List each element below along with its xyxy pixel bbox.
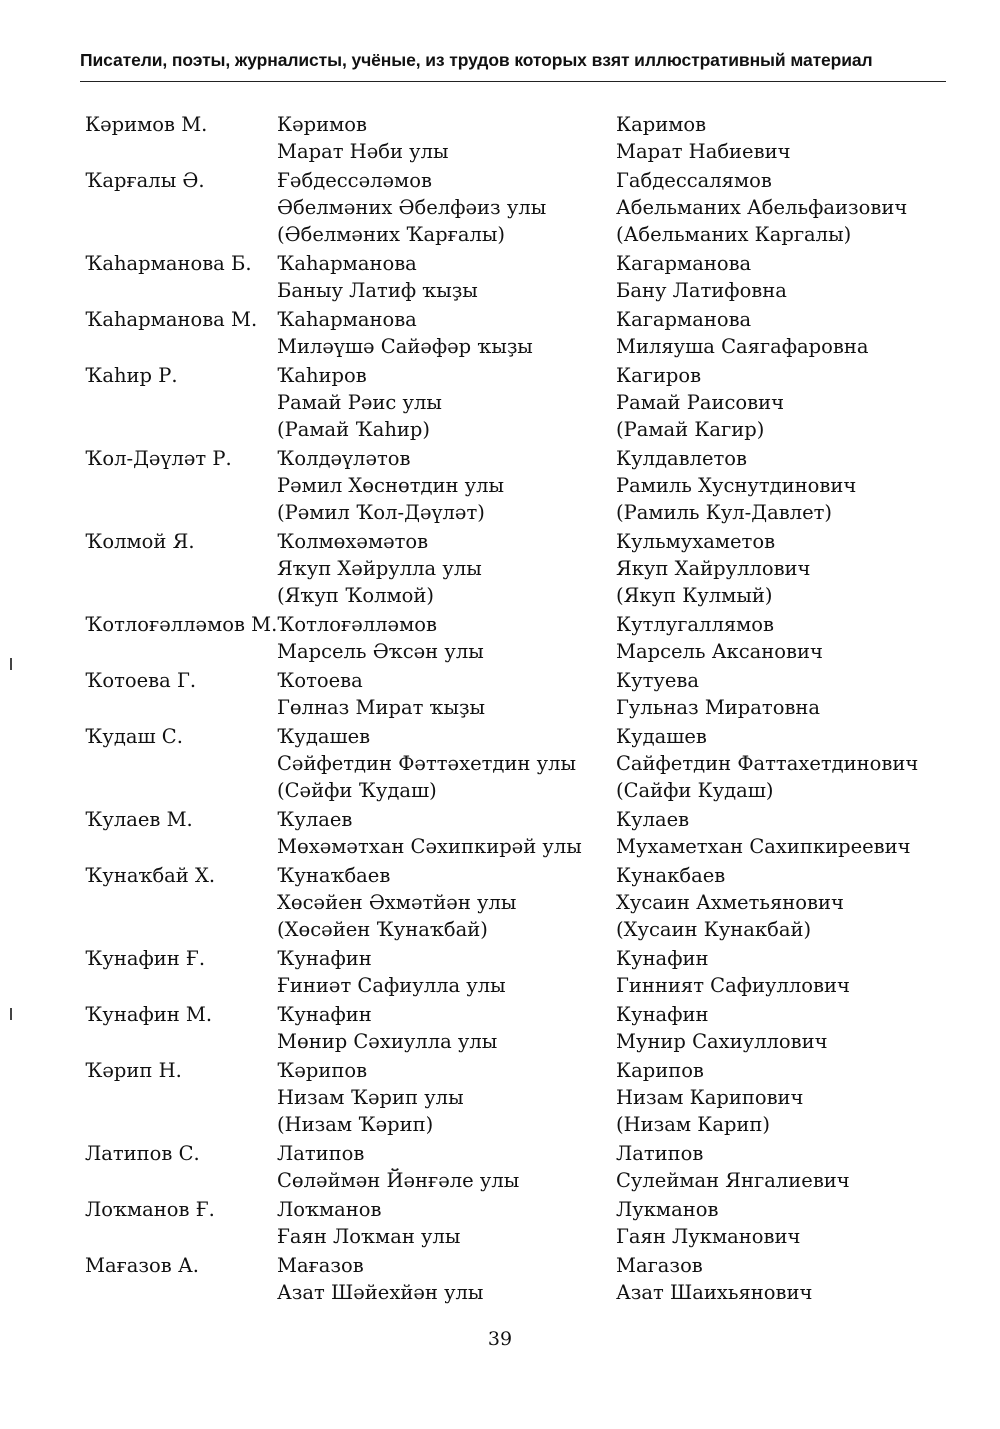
author-entry: [0, 806, 1000, 862]
bashkir-name-line: Ҡаһиров: [277, 364, 367, 387]
russian-name-line: Гаян Лукманович: [616, 1225, 801, 1248]
russian-name-line: (Сайфи Кудаш): [616, 779, 774, 802]
russian-name-line: Кагарманова: [616, 308, 752, 331]
author-entry: [0, 667, 1000, 723]
author-entry: [0, 445, 1000, 528]
russian-name-line: Кутлугаллямов: [616, 613, 775, 636]
bashkir-name-line: Әбелмәних Әбелфәиз улы: [277, 196, 547, 219]
russian-name-line: (Хусаин Кунакбай): [616, 918, 812, 941]
russian-name-line: Карипов: [616, 1059, 704, 1082]
bashkir-name-line: Яҡуп Хәйрулла улы: [277, 557, 482, 580]
russian-name-line: Гинният Сафиуллович: [616, 974, 850, 997]
author-entry: [0, 167, 1000, 250]
bashkir-name-line: Ҡудашев: [277, 725, 371, 748]
bashkir-name-line: Ҡәрипов: [277, 1059, 368, 1082]
author-short-name: Ҡолмой Я.: [85, 530, 195, 553]
russian-name-line: Кагарманова: [616, 252, 752, 275]
author-short-name: Ҡәрип Н.: [85, 1059, 182, 1082]
author-entry: [0, 306, 1000, 362]
author-short-name: Мағазов А.: [85, 1254, 199, 1277]
bashkir-name-line: (Хөсәйен Ҡунаҡбай): [277, 918, 488, 941]
russian-name-line: Марсель Аксанович: [616, 640, 823, 663]
bashkir-name-line: Ғаян Лоҡман улы: [277, 1225, 461, 1248]
author-short-name: Лоҡманов Ғ.: [85, 1198, 215, 1221]
header-divider: [80, 81, 946, 82]
russian-name-line: Кунафин: [616, 1003, 709, 1026]
russian-name-line: Азат Шаихьянович: [616, 1281, 813, 1304]
author-entry: [0, 1252, 1000, 1308]
bashkir-name-line: Ғиниәт Сафиулла улы: [277, 974, 506, 997]
author-entry: [0, 1001, 1000, 1057]
bashkir-name-line: Ғәбдессәләмов: [277, 169, 432, 192]
bashkir-name-line: Рамай Рәис улы: [277, 391, 442, 414]
bashkir-name-line: Ҡунафин: [277, 947, 372, 970]
russian-name-line: Габдессалямов: [616, 169, 772, 192]
author-entry: [0, 862, 1000, 945]
author-short-name: Ҡаһир Р.: [85, 364, 178, 387]
russian-name-line: Рамай Раисович: [616, 391, 785, 414]
author-short-name: Ҡулаев М.: [85, 808, 193, 831]
russian-name-line: Хусаин Ахметьянович: [616, 891, 844, 914]
author-short-name: Ҡунаҡбай Х.: [85, 864, 216, 887]
russian-name-line: (Абельманих Каргалы): [616, 223, 852, 246]
bashkir-name-line: Марсель Әҡсән улы: [277, 640, 484, 663]
author-short-name: Ҡудаш С.: [85, 725, 183, 748]
bashkir-name-line: Лоҡманов: [277, 1198, 382, 1221]
russian-name-line: Кутуева: [616, 669, 699, 692]
author-entry: [0, 250, 1000, 306]
russian-name-line: Гульназ Миратовна: [616, 696, 821, 719]
author-short-name: Ҡотоева Г.: [85, 669, 197, 692]
russian-name-line: Мухаметхан Сахипкиреевич: [616, 835, 911, 858]
page-number: 39: [487, 1328, 513, 1350]
bashkir-name-line: (Рамай Ҡаһир): [277, 418, 430, 441]
author-entry: [0, 111, 1000, 167]
bashkir-name-line: Ҡунафин: [277, 1003, 372, 1026]
russian-name-line: Низам Карипович: [616, 1086, 804, 1109]
author-entry: [0, 1140, 1000, 1196]
russian-name-line: Кагиров: [616, 364, 702, 387]
bashkir-name-line: Латипов: [277, 1142, 365, 1165]
bashkir-name-line: Ҡотлоғәлләмов: [277, 613, 437, 636]
bashkir-name-line: Ҡаһарманова: [277, 252, 417, 275]
bashkir-name-line: Ҡолмөхәмәтов: [277, 530, 429, 553]
author-entry: [0, 1057, 1000, 1140]
author-entry: [0, 1196, 1000, 1252]
russian-name-line: (Якуп Кулмый): [616, 584, 773, 607]
page-header-title: Писатели, поэты, журналисты, учёные, из трудов которых взят иллюстративный материал: [80, 50, 873, 70]
russian-name-line: Кунакбаев: [616, 864, 726, 887]
russian-name-line: Рамиль Хуснутдинович: [616, 474, 857, 497]
bashkir-name-line: Гөлназ Мират ҡыҙы: [277, 696, 486, 719]
bashkir-name-line: Ҡолдәүләтов: [277, 447, 411, 470]
russian-name-line: Кулдавлетов: [616, 447, 747, 470]
russian-name-line: Каримов: [616, 113, 707, 136]
author-short-name: Латипов С.: [85, 1142, 200, 1165]
russian-name-line: Якуп Хайруллович: [616, 557, 811, 580]
author-short-name: Кәримов М.: [85, 113, 208, 136]
bashkir-name-line: Ҡаһарманова: [277, 308, 417, 331]
russian-name-line: Сайфетдин Фаттахетдинович: [616, 752, 919, 775]
russian-name-line: Магазов: [616, 1254, 703, 1277]
bashkir-name-line: Низам Ҡәрип улы: [277, 1086, 464, 1109]
bashkir-name-line: (Яҡуп Ҡолмой): [277, 584, 435, 607]
bashkir-name-line: Мағазов: [277, 1254, 364, 1277]
bashkir-name-line: (Әбелмәних Ҡарғалы): [277, 223, 505, 246]
bashkir-name-line: (Рәмил Ҡол-Дәүләт): [277, 501, 485, 524]
bashkir-name-line: (Сәйфи Ҡудаш): [277, 779, 437, 802]
author-short-name: Ҡунафин Ғ.: [85, 947, 206, 970]
russian-name-line: Кулаев: [616, 808, 690, 831]
russian-name-line: (Низам Карип): [616, 1113, 771, 1136]
russian-name-line: Бану Латифовна: [616, 279, 787, 302]
russian-name-line: Миляуша Саягафаровна: [616, 335, 869, 358]
bashkir-name-line: Марат Нәби улы: [277, 140, 449, 163]
author-short-name: Ҡунафин М.: [85, 1003, 213, 1026]
russian-name-line: (Рамай Кагир): [616, 418, 765, 441]
author-entry: [0, 945, 1000, 1001]
author-entry: [0, 723, 1000, 806]
russian-name-line: Мунир Сахиуллович: [616, 1030, 828, 1053]
author-short-name: Ҡаһарманова М.: [85, 308, 258, 331]
bashkir-name-line: Кәримов: [277, 113, 367, 136]
russian-name-line: Сулейман Янгалиевич: [616, 1169, 850, 1192]
bashkir-name-line: Мөхәмәтхан Сәхипкирәй улы: [277, 835, 582, 858]
bashkir-name-line: Рәмил Хөснөтдин улы: [277, 474, 505, 497]
russian-name-line: Кудашев: [616, 725, 707, 748]
author-entry: [0, 528, 1000, 611]
russian-name-line: Латипов: [616, 1142, 704, 1165]
bashkir-name-line: Азат Шәйехйән улы: [277, 1281, 484, 1304]
russian-name-line: Кульмухаметов: [616, 530, 776, 553]
bashkir-name-line: Ҡулаев: [277, 808, 353, 831]
author-entry: [0, 611, 1000, 667]
bashkir-name-line: Мөнир Сәхиулла улы: [277, 1030, 498, 1053]
bashkir-name-line: Хөсәйен Әхмәтйән улы: [277, 891, 517, 914]
russian-name-line: (Рамиль Кул-Давлет): [616, 501, 833, 524]
author-list: [0, 111, 1000, 1308]
bashkir-name-line: (Низам Ҡәрип): [277, 1113, 434, 1136]
bashkir-name-line: Баныу Латиф ҡыҙы: [277, 279, 478, 302]
bashkir-name-line: Ҡотоева: [277, 669, 363, 692]
russian-name-line: Абельманих Абельфаизович: [616, 196, 908, 219]
author-short-name: Ҡотлоғәлләмов М.: [85, 613, 278, 636]
bashkir-name-line: Сөләймән Йәнғәле улы: [277, 1169, 520, 1192]
russian-name-line: Лукманов: [616, 1198, 719, 1221]
author-entry: [0, 362, 1000, 445]
bashkir-name-line: Ҡунаҡбаев: [277, 864, 391, 887]
author-short-name: Ҡаһарманова Б.: [85, 252, 252, 275]
author-short-name: Ҡарғалы Ә.: [85, 169, 205, 192]
bashkir-name-line: Миләүшә Сайәфәр ҡыҙы: [277, 335, 533, 358]
bashkir-name-line: Сәйфетдин Фәттәхетдин улы: [277, 752, 576, 775]
russian-name-line: Марат Набиевич: [616, 140, 791, 163]
russian-name-line: Кунафин: [616, 947, 709, 970]
author-short-name: Ҡол-Дәүләт Р.: [85, 447, 232, 470]
